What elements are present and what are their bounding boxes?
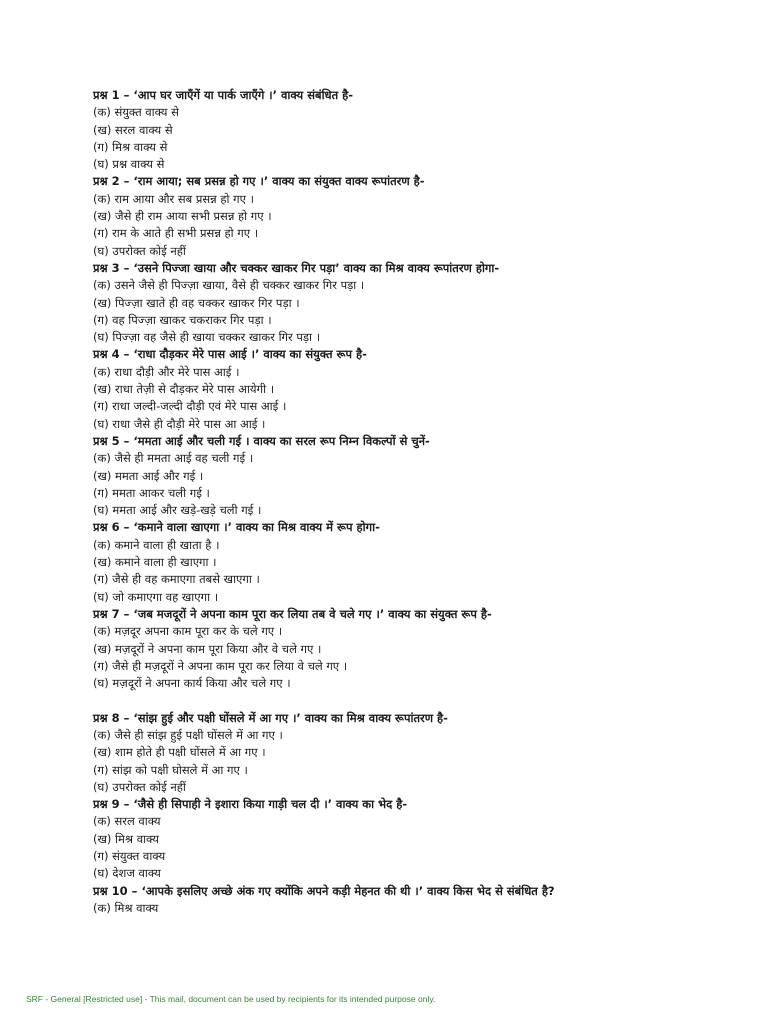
question-4-option-b: (ख) राधा तेज़ी से दौड़कर मेरे पास आयेगी । (93, 382, 275, 397)
question-8-option-a: (क) जैसे ही सांझ हुई पक्षी घोंसले में आ गए । (93, 727, 283, 742)
question-10-option-a: (क) मिश्र वाक्य (93, 900, 159, 915)
question-3-option-c: (ग) वह पिज्ज़ा खाकर चकराकर गिर पड़ा । (93, 312, 272, 327)
question-2-option-a: (क) राम आया और सब प्रसन्न हो गए । (93, 191, 254, 206)
question-8-option-d: (घ) उपरोक्त कोई नहीं (93, 779, 186, 794)
question-6-option-d: (घ) जो कमाएगा वह खाएगा । (93, 589, 219, 604)
question-3-option-a: (क) उसने जैसे ही पिज्ज़ा खाया, वैसे ही चक्कर खाकर गिर पड़ा । (93, 278, 365, 293)
question-8-option-b: (ख) शाम होते ही पक्षी घोंसले में आ गए । (93, 745, 266, 760)
question-9-option-d: (घ) देशज वाक्य (93, 866, 161, 881)
question-7-option-a: (क) मज़दूर अपना काम पूरा कर के चले गए । (93, 624, 283, 639)
question-3-option-b: (ख) पिज्ज़ा खाते ही वह चक्कर खाकर गिर पड़ा । (93, 295, 300, 310)
question-1-option-d: (घ) प्रश्न वाक्य से (93, 157, 165, 172)
question-4-option-d: (घ) राधा जैसे ही दौड़ी मेरे पास आ आई । (93, 416, 266, 431)
question-7-option-c: (ग) जैसे ही मज़दूरों ने अपना काम पूरा कर लिया वे चले गए । (93, 658, 348, 673)
question-4-option-c: (ग) राधा जल्दी-जल्दी दौड़ी एवं मेरे पास आई । (93, 399, 287, 414)
question-2-option-b: (ख) जैसे ही राम आया सभी प्रसन्न हो गए । (93, 209, 272, 224)
question-5-option-b: (ख) ममता आई और गई । (93, 468, 204, 483)
question-7: प्रश्न 7 – ‘जब मजदूरों ने अपना काम पूरा कर लिया तब वे चले गए ।’ वाक्य का संयुक्त रूप है- (93, 606, 492, 621)
question-9-option-b: (ख) मिश्र वाक्य (93, 831, 159, 846)
question-5-option-d: (घ) ममता आई और खड़े-खड़े चली गई । (93, 503, 262, 518)
question-5: प्रश्न 5 – ‘ममता आई और चली गई । वाक्य का सरल रूप निम्न विकल्पों से चुनें- (93, 433, 430, 448)
blank-spacer (93, 692, 733, 709)
question-9: प्रश्न 9 – ‘जैसे ही सिपाही ने इशारा किया गाड़ी चल दी ।’ वाक्य का भेद है- (93, 797, 408, 812)
question-2: प्रश्न 2 – ‘राम आया; सब प्रसन्न हो गए ।’ वाक्य का संयुक्त वाक्य रूपांतरण है- (93, 174, 425, 189)
question-9-option-a: (क) सरल वाक्य (93, 814, 161, 829)
question-1-option-b: (ख) सरल वाक्य से (93, 122, 173, 137)
question-8: प्रश्न 8 – ‘सांझ हुई और पक्षी घोंसले में आ गए ।’ वाक्य का मिश्र वाक्य रूपांतरण है- (93, 710, 448, 725)
question-6-option-c: (ग) जैसे ही वह कमाएगा तबसे खाएगा । (93, 572, 260, 587)
question-2-option-d: (घ) उपरोक्त कोई नहीं (93, 243, 186, 258)
question-10: प्रश्न 10 – ‘आपके इसलिए अच्छे अंक गए क्योंकि अपने कड़ी मेहनत की थी ।’ वाक्य किस भेद से संबंधित है? (93, 883, 555, 898)
question-2-option-c: (ग) राम के आते ही सभी प्रसन्न हो गए । (93, 226, 259, 241)
question-1: प्रश्न 1 – ‘आप घर जाएँगें या पार्क जाएँगे ।’ वाक्य संबंधित है- (93, 88, 354, 102)
question-7-option-d: (घ) मज़दूरों ने अपना कार्य किया और चले गए । (93, 676, 291, 691)
question-5-option-c: (ग) ममता आकर चली गई । (93, 485, 210, 500)
question-6-option-b: (ख) कमाने वाला ही खाएगा । (93, 555, 217, 570)
question-6: प्रश्न 6 – ‘कमाने वाला खाएगा ।’ वाक्य का मिश्र वाक्य में रूप होगा- (93, 520, 380, 535)
question-5-option-a: (क) जैसे ही ममता आई वह चली गई । (93, 451, 254, 466)
worksheet (93, 87, 733, 917)
question-4-option-a: (क) राधा दौड़ी और मेरे पास आई । (93, 364, 240, 379)
footer-classification-notice: SRF - General [Restricted use] - This mail, document can be used by recipients for its intended purpose only. (26, 994, 436, 1004)
question-1-option-c: (ग) मिश्र वाक्य से (93, 139, 168, 154)
question-6-option-a: (क) कमाने वाला ही खाता है । (93, 537, 220, 552)
question-3: प्रश्न 3 – ‘उसने पिज्जा खाया और चक्कर खाकर गिर पड़ा’ वाक्य का मिश्र वाक्य रूपांतरण होगा- (93, 260, 500, 275)
question-9-option-c: (ग) संयुक्त वाक्य (93, 849, 166, 864)
question-1-option-a: (क) संयुक्त वाक्य से (93, 105, 179, 120)
question-7-option-b: (ख) मज़दूरों ने अपना काम पूरा किया और वे चले गए । (93, 641, 322, 656)
question-4: प्रश्न 4 – ‘राधा दौड़कर मेरे पास आई ।’ वाक्य का संयुक्त रूप है- (93, 347, 367, 362)
question-8-option-c: (ग) सांझ को पक्षी घोसले में आ गए । (93, 762, 248, 777)
question-3-option-d: (घ) पिज्ज़ा वह जैसे ही खाया चक्कर खाकर गिर पड़ा । (93, 330, 321, 345)
